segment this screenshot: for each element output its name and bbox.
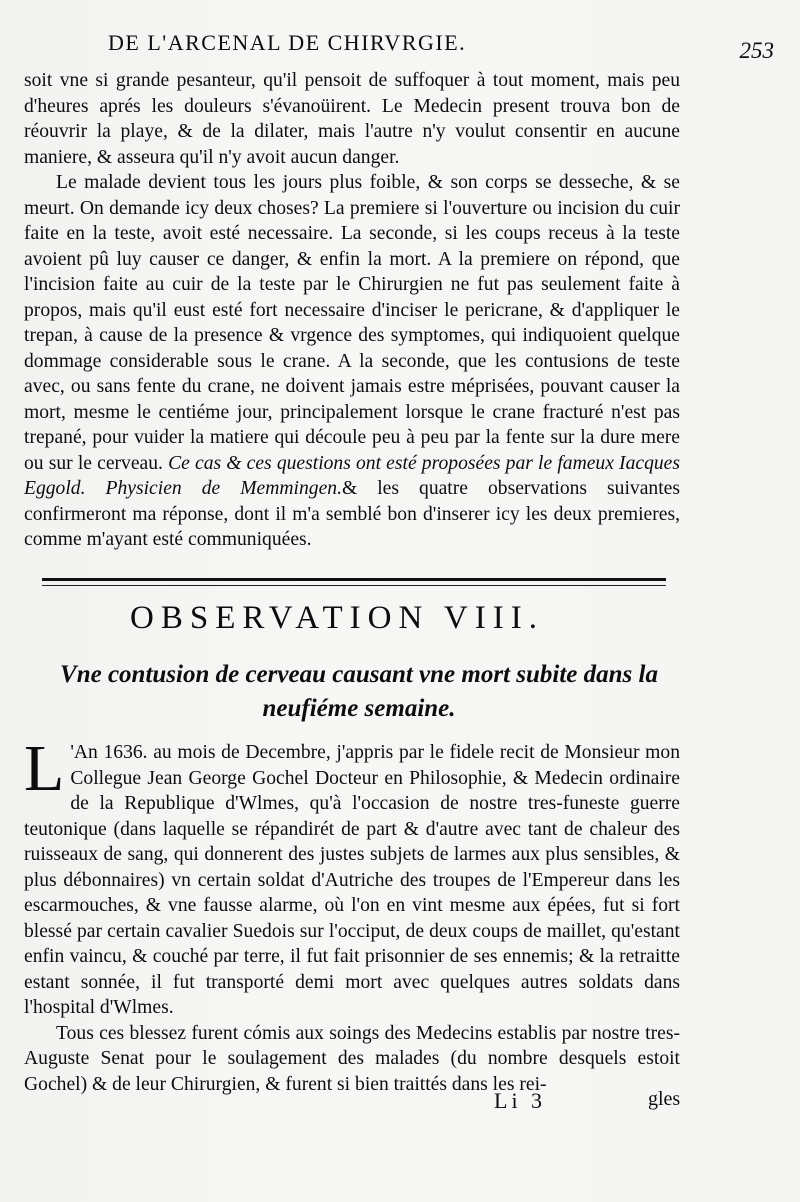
paragraph-2-end: & les quatre observations suivantes confirmeront ma réponse, dont il m'a semblé bon d'inserer icy les deux premieres, comme m'ayant esté communiquées. <box>24 478 680 550</box>
paragraph-3 <box>24 732 680 1021</box>
observation-title: OBSERVATION VIII. <box>130 600 544 636</box>
page-number: 253 <box>739 38 774 63</box>
section-rule-thin <box>42 585 666 586</box>
paragraph-1: soit vne si grande pesanteur, qu'il pensoit de suffoquer à tout moment, mais peu d'heures aprés les douleurs s'évanoüirent. Le Medecin present trouva bon de réouvrir la playe, & de la dilater, mais l'autre n'y voulut consentir en aucune maniere, & asseura qu'il n'y avoit aucun danger. <box>24 70 680 168</box>
catchword: gles <box>648 1088 681 1110</box>
upper-text <box>24 68 680 553</box>
paragraph-2 <box>24 170 680 553</box>
paragraph-2-italic: Ce cas & ces questions ont esté proposées par le fameux Iacques Eggold. Physicien de Memmingen. <box>24 452 680 499</box>
running-head: DE L'ARCENAL DE CHIRVRGIE. <box>108 30 467 55</box>
section-rule <box>42 578 666 581</box>
paragraph-3-text: 'An 1636. au mois de Decembre, j'appris par le fidele recit de Monsieur mon Collegue Jean George Gochel Docteur en Philosophie, & Medecin ordinaire de la Republique d'Wlmes, qu'à l'occasion de nostre tres-funeste guerre teutonique (dans laquelle se répandirét de part & d'autre avec tant de chaleur des ruisseaux de sang, qui donnerent des justes subjets de larmes aux plus sensibles, & plus débonnaires) vn certain soldat d'Autriche des troupes de l'Empereur dans les escarmouches, & vne fausse alarme, où l'on en vint mesme aux épées, fut si fort blessé par certain cavalier Suedois sur l'occiput, de deux coups de maillet, qu'estant enfin vaincu, & couché par terre, il fut fait prisonnier de ses ennemis; & la retraitte estant sonnée, il fut transporté demi mort avec quelques autres soldats dans l'hospital d'Wlmes. <box>24 742 680 1018</box>
observation-subtitle: Vne contusion de cerveau causant vne mort subite dans la neufiéme semaine. <box>60 661 658 722</box>
lower-text <box>24 732 680 1097</box>
drop-cap: L <box>24 732 65 805</box>
signature-mark: Li 3 <box>494 1088 547 1113</box>
paragraph-2-text: Le malade devient tous les jours plus foible, & son corps se desseche, & se meurt. On demande icy deux choses? La premiere si l'ouverture ou incision du cuir faite en la teste, avoit esté necessaire. La seconde, si les coups receus à la teste avoient pû luy causer ce danger, & enfin la mort. A la premiere on répond, que l'incision faite au cuir de la teste par le Chirurgien ne fut pas seulement faite à propos, mais qu'il eust esté fort necessaire d'inciser le pericrane, & d'appliquer le trepan, à cause de la presence & vrgence des symptomes, qui indiquoient quelque dommage considerable sous le crane. A la seconde, que les contusions de teste avec, ou sans fente du crane, ne doivent jamais estre méprisées, pouvant causer la mort, mesme le centiéme jour, principalement lorsque le crane fracturé n'est pas trepané, pour vuider la matiere qui découle peu à peu par la fente sur la dure mere ou sur le cerveau. <box>24 172 680 474</box>
paragraph-4: Tous ces blessez furent cómis aux soings des Medecins establis par nostre tres-Auguste Senat pour le soulagement des malades (du nombre desquels estoit Gochel) & de leur Chirurgien, & furent si bien traittés dans les rei- <box>24 1022 680 1095</box>
